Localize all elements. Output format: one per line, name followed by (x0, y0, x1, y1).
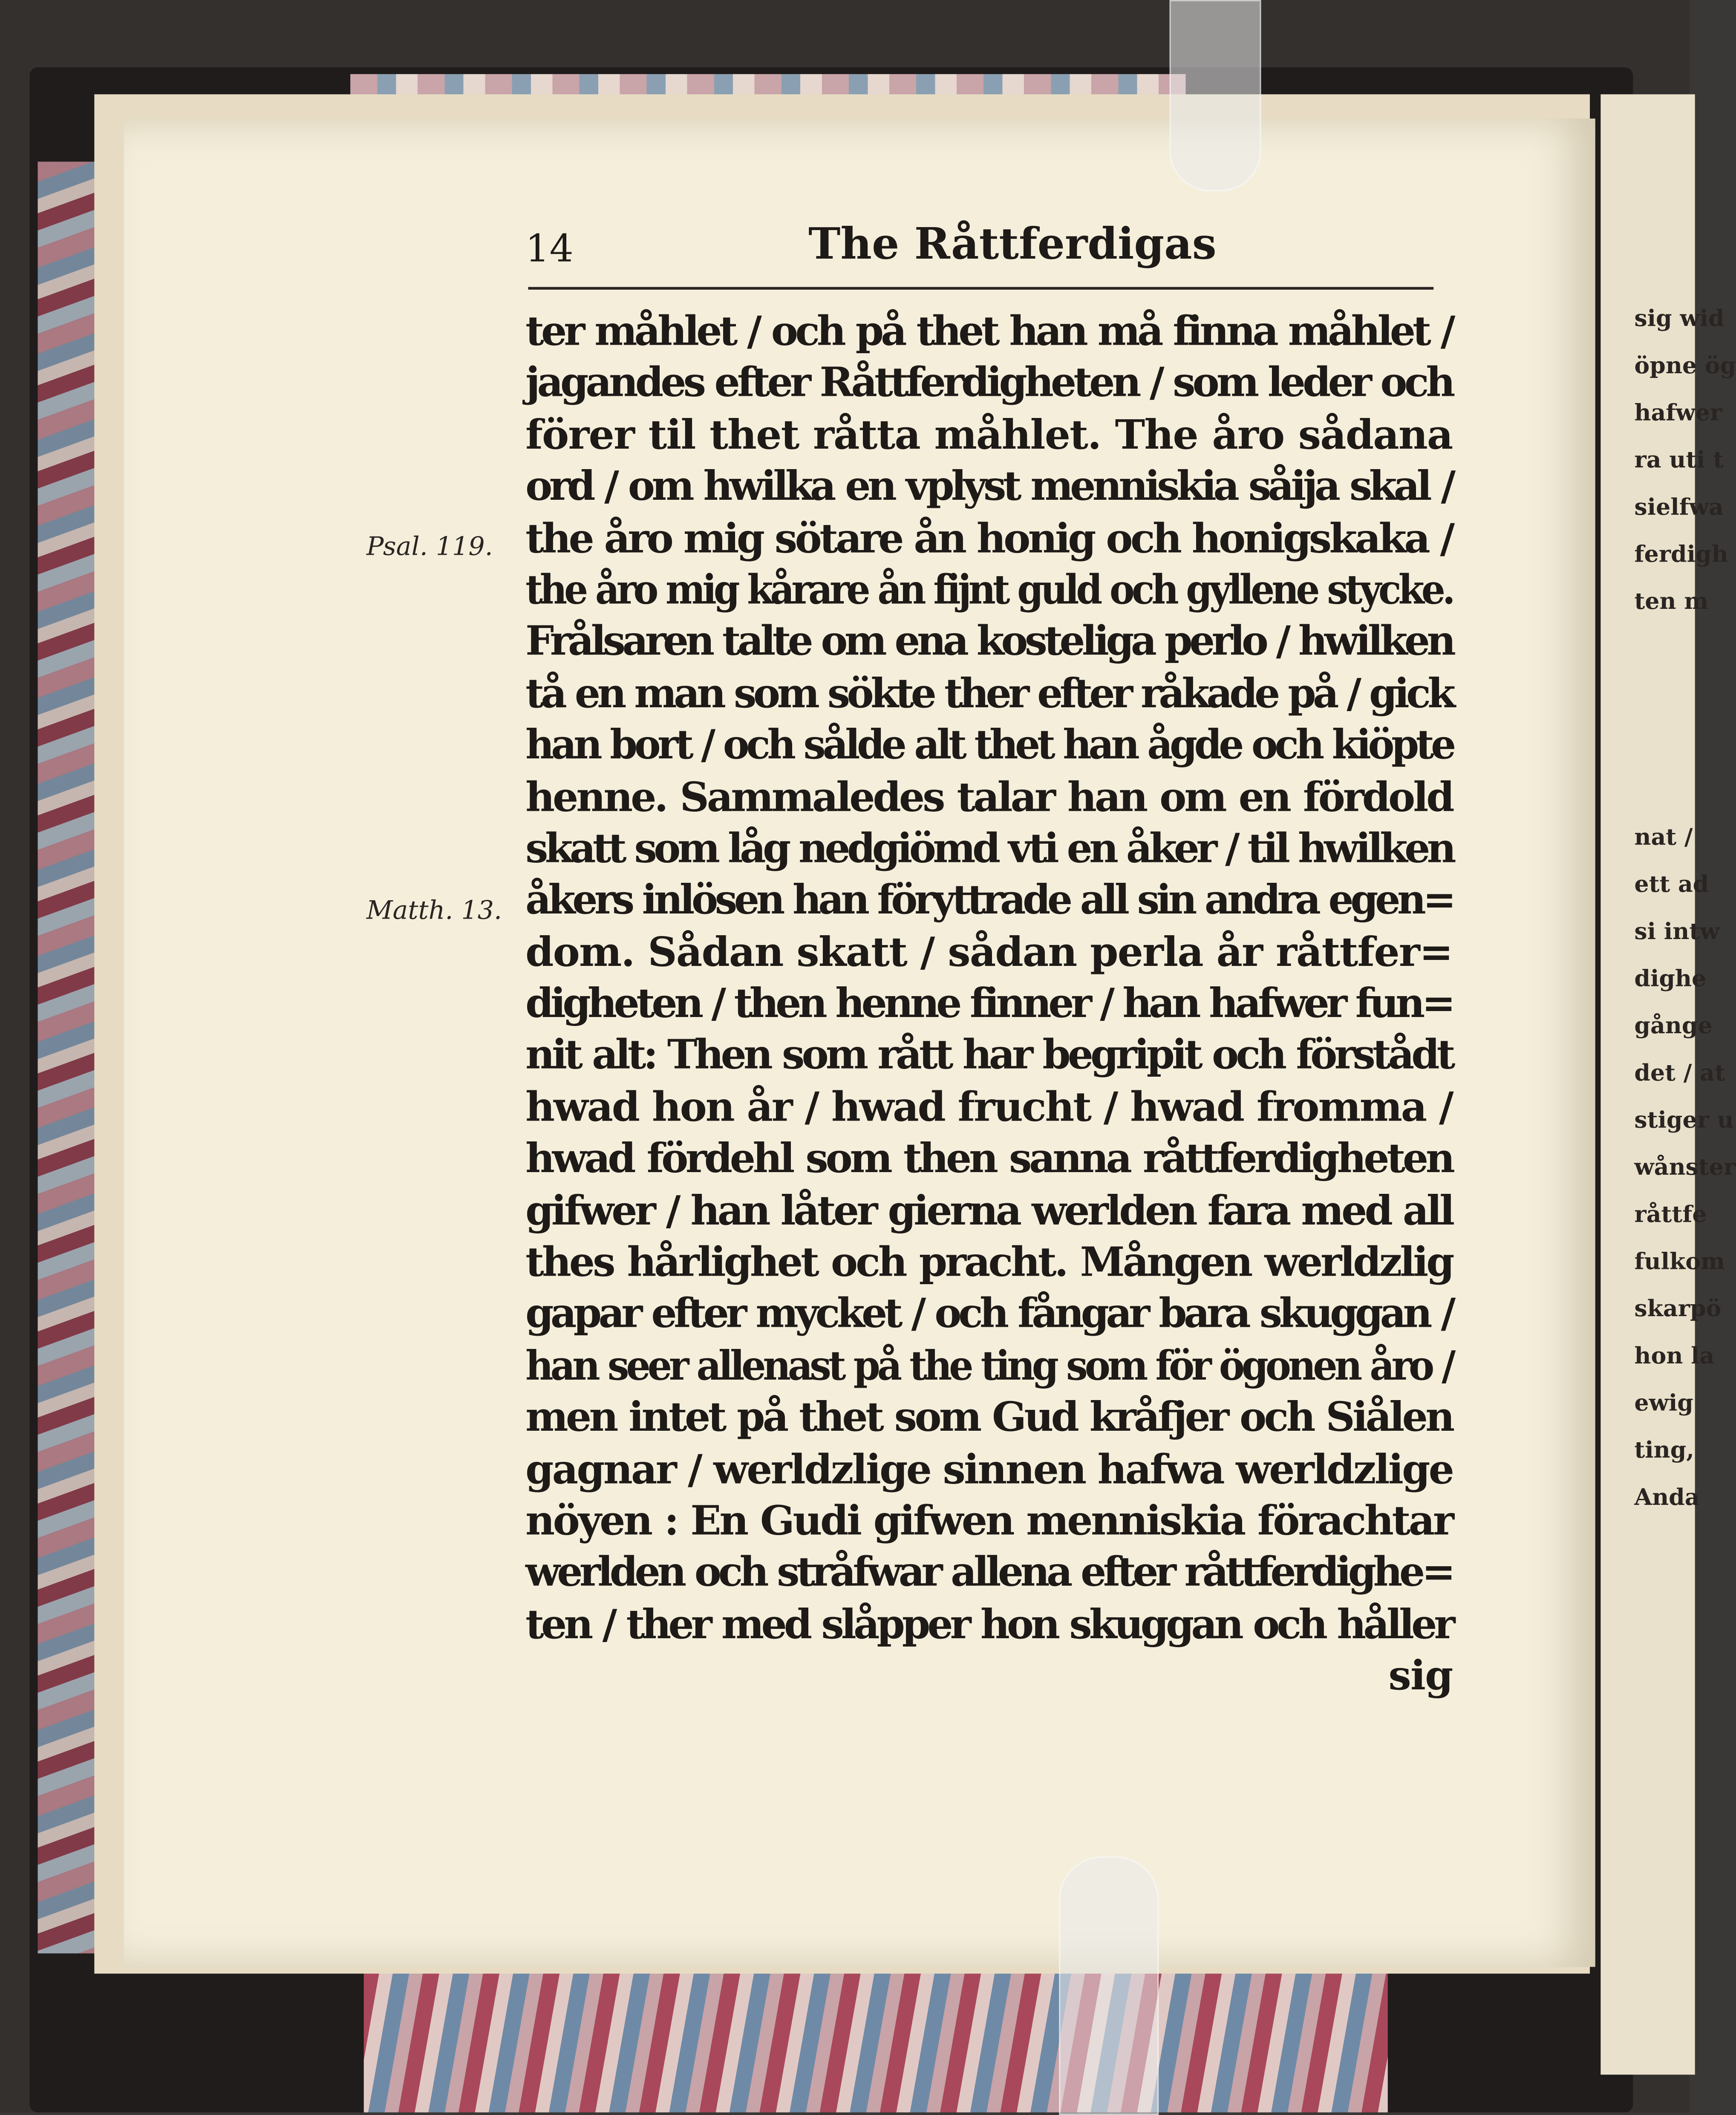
marbled-endpaper-bottom (364, 1967, 1388, 2112)
facing-page-fragment (1600, 721, 1695, 768)
text-line: förer til thet råtta måhlet. The åro sådana (525, 412, 1453, 459)
running-title: The Råttferdigas (808, 218, 1217, 270)
margin-note-psalm: Psal. 119. (366, 532, 493, 562)
facing-page-fragment: ferdigh (1634, 542, 1728, 569)
text-line: nit alt: Then som rått har begripit och förstådt (525, 1032, 1453, 1080)
text-line: the åro mig sötare ån honig och honigskaka / (525, 515, 1453, 563)
text-line: thes hårlighet och pracht. Mången werldzlig (525, 1239, 1453, 1287)
facing-page-fragment (1600, 768, 1695, 815)
text-line: digheten / then henne finner / han hafwer fun= (525, 981, 1453, 1028)
facing-page-fragment: hon la (1634, 1343, 1715, 1370)
facing-page-fragment: ewig (1634, 1390, 1693, 1418)
text-line: dom. Sådan skatt / sådan perla år råttfer= (525, 929, 1453, 977)
text-line: jagandes efter Råttferdigheten / som leder och (525, 360, 1453, 408)
text-line: hwad fördehl som then sanna råttferdigheten (525, 1136, 1453, 1183)
header-rule (528, 287, 1433, 289)
facing-page-fragment: Anda (1634, 1484, 1700, 1512)
facing-page-fragment: råttfe (1634, 1202, 1707, 1229)
text-line: gagnar / werldzlige sinnen hafwa werldzlige (525, 1446, 1453, 1494)
text-line: ord / om hwilka en vplyst menniskia såija skal / (525, 464, 1453, 511)
facing-page-fragment: ett ad (1634, 871, 1709, 899)
scan-clip-bottom (1059, 1856, 1159, 2115)
text-line: the åro mig kårare ån fijnt guld och gyllene stycke. (525, 567, 1453, 614)
facing-page-fragment: ra uti t (1634, 447, 1724, 474)
facing-page-fragment: nat / (1634, 824, 1693, 852)
facing-page-fragment: öpne ög (1634, 353, 1736, 380)
text-line: gapar efter mycket / och fångar bara skuggan / (525, 1291, 1453, 1339)
facing-page-fragment: skarpö (1634, 1296, 1722, 1323)
catchword: sig (1388, 1653, 1453, 1700)
text-line: werlden och stråfwar allena efter råttferdighe= (525, 1550, 1453, 1597)
facing-page-fragment: det / at (1634, 1060, 1725, 1087)
facing-page-fragment: dighe (1634, 966, 1707, 993)
facing-page-fragment (1600, 674, 1695, 721)
facing-page-fragment: stiger u (1634, 1107, 1734, 1135)
facing-page-fragment: wånster (1634, 1154, 1736, 1181)
text-line: han seer allenast på the ting som för ögonen åro / (525, 1343, 1453, 1390)
body-text (525, 307, 1452, 1703)
facing-page-fragment (1600, 626, 1695, 674)
text-line: Frålsaren talte om ena kosteliga perlo / hwilken (525, 619, 1453, 666)
text-line: tå en man som sökte ther efter råkade på / gick (525, 670, 1453, 718)
facing-page-edge (1600, 94, 1736, 2075)
facing-page-fragment: fulkom (1634, 1249, 1725, 1276)
facing-page-fragment: ten m (1634, 588, 1709, 616)
text-line: gifwer / han låter gierna werlden fara med all (525, 1187, 1453, 1235)
text-line: ten / ther med slåpper hon skuggan och håller (525, 1601, 1453, 1649)
facing-page-fragment: gånge (1634, 1013, 1713, 1040)
margin-note-matthew: Matth. 13. (366, 896, 502, 926)
text-line: nöyen : En Gudi gifwen menniskia förachtar (525, 1498, 1453, 1545)
text-line: skatt som låg nedgiömd vti en åker / til hwilken (525, 825, 1453, 873)
facing-page-fragment: si intw (1634, 919, 1720, 946)
text-line: men intet på thet som Gud kråfjer och Siålen (525, 1395, 1453, 1442)
text-line: åkers inlösen han föryttrade all sin andra egen= (525, 877, 1453, 925)
text-line: hwad hon år / hwad frucht / hwad fromma / (525, 1084, 1453, 1132)
page-number: 14 (525, 226, 574, 271)
facing-page-fragment: ting, (1634, 1437, 1695, 1464)
text-line: henne. Sammaledes talar han om en fördold (525, 774, 1453, 821)
text-line: ter måhlet / och på thet han må finna måhlet / (525, 308, 1453, 356)
facing-page-fragment: sig wid (1634, 305, 1724, 333)
text-line: han bort / och sålde alt thet han ågde och kiöpte (525, 722, 1453, 769)
facing-page-fragment: hafwer (1634, 400, 1722, 427)
scan-clip-top (1170, 0, 1261, 191)
facing-page-fragment: sielfwa (1634, 494, 1724, 522)
